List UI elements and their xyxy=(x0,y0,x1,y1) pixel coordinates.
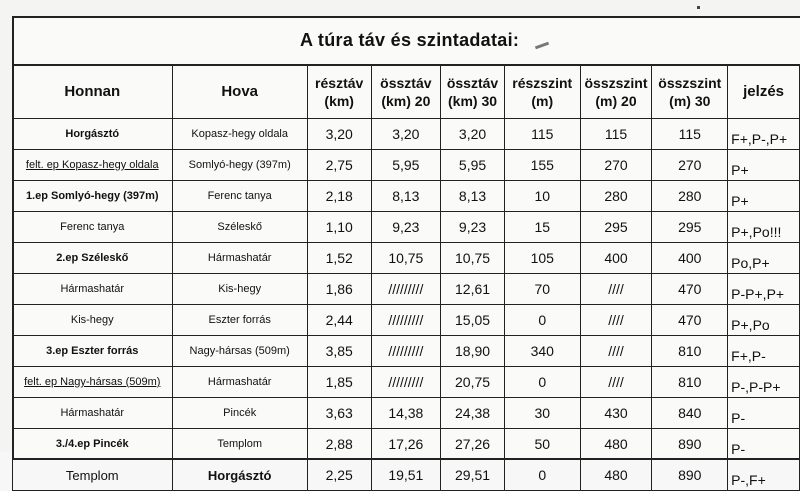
cell-reszszint: 0 xyxy=(504,367,580,398)
header-ossztav-20: össztáv (km) 20 xyxy=(371,65,441,119)
cell-ossztav30: 20,75 xyxy=(441,367,505,398)
cell-honnan: Hármashatár xyxy=(13,398,173,429)
page-title: A túra táv és szintadatai: xyxy=(300,30,520,50)
cell-ossztav20: 17,26 xyxy=(371,429,441,460)
cell-hova: Horgásztó xyxy=(172,460,307,491)
cell-osszszint30: 470 xyxy=(652,305,728,336)
cell-jelzes: P- xyxy=(728,398,800,429)
cell-osszszint20: //// xyxy=(580,367,652,398)
cell-reszszint: 0 xyxy=(504,460,580,491)
table-row xyxy=(13,243,800,274)
cell-ossztav20: 3,20 xyxy=(371,119,441,150)
cell-osszszint20: 280 xyxy=(580,181,652,212)
header-ossztav-30: össztáv (km) 30 xyxy=(441,65,505,119)
table-row xyxy=(13,398,800,429)
cell-reszszint: 115 xyxy=(504,119,580,150)
cell-reszszint: 30 xyxy=(504,398,580,429)
cell-hova: Széleskő xyxy=(172,212,307,243)
table-row xyxy=(13,119,800,150)
cell-hova: Somlyó-hegy (397m) xyxy=(172,150,307,181)
cell-ossztav20: 5,95 xyxy=(371,150,441,181)
table-row xyxy=(13,305,800,336)
cell-jelzes: P+,Po!!! xyxy=(728,212,800,243)
cell-osszszint20: 430 xyxy=(580,398,652,429)
table-row xyxy=(13,274,800,305)
cell-osszszint20: 480 xyxy=(580,460,652,491)
cell-jelzes: P+ xyxy=(728,150,800,181)
cell-ossztav30: 3,20 xyxy=(441,119,505,150)
cell-ossztav30: 10,75 xyxy=(441,243,505,274)
cell-osszszint20: 480 xyxy=(580,429,652,460)
cell-osszszint20: 270 xyxy=(580,150,652,181)
cell-honnan: felt. ep Nagy-hársas (509m) xyxy=(13,367,173,398)
cell-ossztav20: 8,13 xyxy=(371,181,441,212)
cell-osszszint30: 810 xyxy=(652,367,728,398)
cell-ossztav30: 9,23 xyxy=(441,212,505,243)
cell-ossztav20: 9,23 xyxy=(371,212,441,243)
cell-reszszint: 50 xyxy=(504,429,580,460)
cell-resztav: 3,20 xyxy=(307,119,371,150)
cell-hova: Ferenc tanya xyxy=(172,181,307,212)
table-row xyxy=(13,460,800,491)
cell-jelzes: F+,P- xyxy=(728,336,800,367)
cell-resztav: 1,86 xyxy=(307,274,371,305)
cell-osszszint30: 890 xyxy=(652,429,728,460)
cell-ossztav20: ///////// xyxy=(371,274,441,305)
cell-hova: Hármashatár xyxy=(172,367,307,398)
cell-jelzes: P+,Po xyxy=(728,305,800,336)
cell-hova: Eszter forrás xyxy=(172,305,307,336)
cell-resztav: 2,75 xyxy=(307,150,371,181)
cell-honnan: Ferenc tanya xyxy=(13,212,173,243)
cell-hova: Templom xyxy=(172,429,307,460)
cell-ossztav20: ///////// xyxy=(371,367,441,398)
cell-ossztav30: 15,05 xyxy=(441,305,505,336)
cell-hova: Hármashatár xyxy=(172,243,307,274)
cell-honnan: 2.ep Széleskő xyxy=(13,243,173,274)
header-row xyxy=(13,65,800,119)
cell-osszszint30: 840 xyxy=(652,398,728,429)
header-jelzes: jelzés xyxy=(728,65,800,119)
cell-ossztav30: 5,95 xyxy=(441,150,505,181)
cell-osszszint30: 280 xyxy=(652,181,728,212)
header-osszszint-20: összszint (m) 20 xyxy=(580,65,652,119)
cell-honnan: 1.ep Somlyó-hegy (397m) xyxy=(13,181,173,212)
cell-honnan: Hármashatár xyxy=(13,274,173,305)
cell-ossztav20: ///////// xyxy=(371,305,441,336)
cell-resztav: 2,25 xyxy=(307,460,371,491)
cell-osszszint30: 295 xyxy=(652,212,728,243)
cell-ossztav30: 8,13 xyxy=(441,181,505,212)
table-row xyxy=(13,150,800,181)
cell-ossztav20: 19,51 xyxy=(371,460,441,491)
cell-ossztav30: 12,61 xyxy=(441,274,505,305)
cell-osszszint30: 270 xyxy=(652,150,728,181)
cell-osszszint30: 890 xyxy=(652,460,728,491)
cell-ossztav30: 18,90 xyxy=(441,336,505,367)
cell-osszszint30: 400 xyxy=(652,243,728,274)
cell-osszszint20: //// xyxy=(580,305,652,336)
cell-honnan: 3.ep Eszter forrás xyxy=(13,336,173,367)
cell-resztav: 1,85 xyxy=(307,367,371,398)
cell-osszszint30: 810 xyxy=(652,336,728,367)
cell-jelzes: P-P+,P+ xyxy=(728,274,800,305)
cell-osszszint20: //// xyxy=(580,274,652,305)
cell-resztav: 2,44 xyxy=(307,305,371,336)
cell-resztav: 1,52 xyxy=(307,243,371,274)
cell-hova: Pincék xyxy=(172,398,307,429)
cell-osszszint30: 115 xyxy=(652,119,728,150)
cell-hova: Nagy-hársas (509m) xyxy=(172,336,307,367)
cell-reszszint: 15 xyxy=(504,212,580,243)
table-row xyxy=(13,429,800,460)
cell-jelzes: P-,P-P+ xyxy=(728,367,800,398)
cell-reszszint: 340 xyxy=(504,336,580,367)
cell-osszszint20: 115 xyxy=(580,119,652,150)
cell-jelzes: F+,P-,P+ xyxy=(728,119,800,150)
table-row xyxy=(13,367,800,398)
header-honnan: Honnan xyxy=(13,65,173,119)
cell-ossztav30: 29,51 xyxy=(441,460,505,491)
cell-reszszint: 0 xyxy=(504,305,580,336)
cell-ossztav30: 24,38 xyxy=(441,398,505,429)
cell-reszszint: 105 xyxy=(504,243,580,274)
route-table xyxy=(12,64,800,491)
cell-jelzes: P+ xyxy=(728,181,800,212)
cell-resztav: 3,85 xyxy=(307,336,371,367)
cell-ossztav30: 27,26 xyxy=(441,429,505,460)
cell-hova: Kopasz-hegy oldala xyxy=(172,119,307,150)
table-row xyxy=(13,212,800,243)
cell-hova: Kis-hegy xyxy=(172,274,307,305)
cell-resztav: 2,88 xyxy=(307,429,371,460)
cell-honnan: Templom xyxy=(13,460,173,491)
table-row xyxy=(13,336,800,367)
cell-honnan: felt. ep Kopasz-hegy oldala xyxy=(13,150,173,181)
cell-honnan: 3./4.ep Pincék xyxy=(13,429,173,460)
header-resztav: résztáv (km) xyxy=(307,65,371,119)
cell-osszszint20: //// xyxy=(580,336,652,367)
cell-ossztav20: 14,38 xyxy=(371,398,441,429)
cell-ossztav20: 10,75 xyxy=(371,243,441,274)
cell-osszszint20: 295 xyxy=(580,212,652,243)
cell-osszszint20: 400 xyxy=(580,243,652,274)
header-osszszint-30: összszint (m) 30 xyxy=(652,65,728,119)
cell-honnan: Kis-hegy xyxy=(13,305,173,336)
cell-resztav: 3,63 xyxy=(307,398,371,429)
header-reszszint: részszint (m) xyxy=(504,65,580,119)
cell-resztav: 2,18 xyxy=(307,181,371,212)
cell-reszszint: 10 xyxy=(504,181,580,212)
cell-reszszint: 155 xyxy=(504,150,580,181)
header-hova: Hova xyxy=(172,65,307,119)
scan-dot xyxy=(697,6,700,9)
table-row xyxy=(13,181,800,212)
cell-jelzes: P-,F+ xyxy=(728,460,800,491)
cell-reszszint: 70 xyxy=(504,274,580,305)
cell-osszszint30: 470 xyxy=(652,274,728,305)
cell-jelzes: P- xyxy=(728,429,800,460)
cell-resztav: 1,10 xyxy=(307,212,371,243)
cell-jelzes: Po,P+ xyxy=(728,243,800,274)
cell-ossztav20: ///////// xyxy=(371,336,441,367)
cell-honnan: Horgásztó xyxy=(13,119,173,150)
